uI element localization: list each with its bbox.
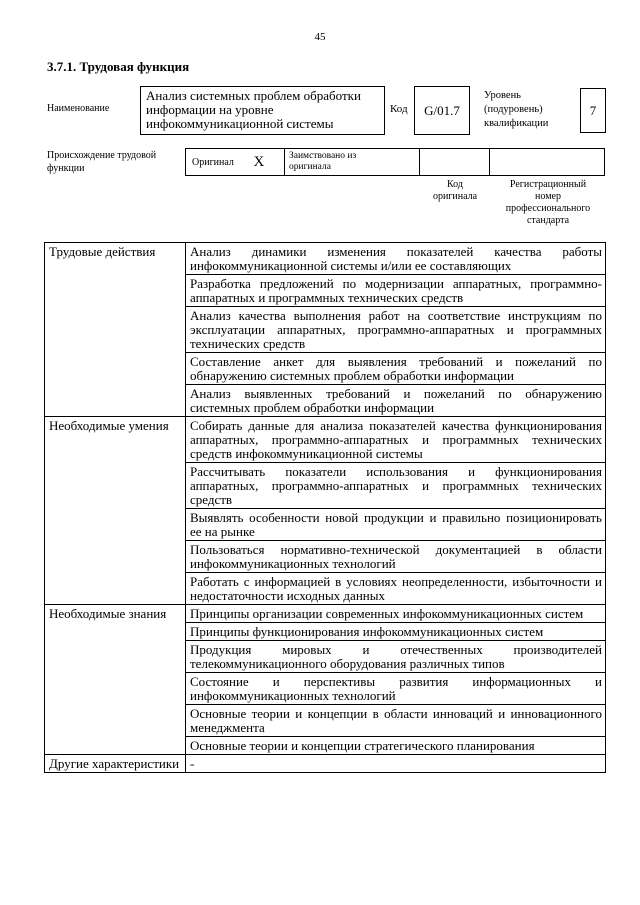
section-item: - (186, 755, 606, 773)
section-item: Рассчитывать показатели использования и функционирования аппаратных, программно-аппаратных и программных технических средств (186, 463, 606, 509)
level-box (580, 88, 606, 133)
origin-label: Происхождение трудовой функции (47, 150, 157, 174)
section-item: Работать с информацией в условиях неопределенности, избыточности и недостаточности исходных данных (186, 573, 606, 605)
table-row (45, 755, 606, 773)
section-item: Пользоваться нормативно-технической документацией в области инфокоммуникационных технологий (186, 541, 606, 573)
original-mark: X (253, 153, 265, 170)
section-item: Составление анкет для выявления требований и пожеланий по обнаружению системных проблем обработки информации (186, 353, 606, 385)
page-number: 45 (314, 31, 326, 43)
table-row (45, 605, 606, 623)
labor-function-table (44, 242, 606, 773)
code-value: G/01.7 (424, 102, 460, 118)
section-item: Собирать данные для анализа показателей качества функционирования аппаратных, программно-аппаратных и программных технических средств инфокоммуникационной системы (186, 417, 606, 463)
level-value: 7 (589, 102, 597, 118)
reg-number-caption: Регистрационный номер профессионального стандарта (505, 179, 591, 226)
level-label: Уровень (подуровень) квалификации (484, 90, 549, 129)
name-label: Наименование (47, 103, 110, 114)
labor-function-table-body (45, 243, 606, 773)
section-item: Принципы функционирования инфокоммуникационных систем (186, 623, 606, 641)
section-item: Продукция мировых и отечественных производителей телекоммуникационного оборудования различных типов (186, 641, 606, 673)
section-item: Основные теории и концепции стратегического планирования (186, 737, 606, 755)
borrowed-label: Заимствовано из оригинала (289, 151, 357, 172)
section-item: Анализ качества выполнения работ на соответствие инструкциям по эксплуатации аппаратных, программно-аппаратных и программных технических средств (186, 307, 606, 353)
table-row (45, 417, 606, 463)
function-name-box (140, 86, 385, 135)
original-code-cell (420, 149, 490, 175)
section-item: Анализ выявленных требований и пожеланий по обнаружению системных проблем обработки информации (186, 385, 606, 417)
section-title-labor-actions: Трудовые действия (45, 243, 186, 417)
borrowed-cell (285, 149, 420, 175)
code-label: Код (390, 103, 408, 115)
section-item: Анализ динамики изменения показателей качества работы инфокоммуникационной системы и/или ее составляющих (186, 243, 606, 275)
section-title-other-characteristics: Другие характеристики (45, 755, 186, 773)
table-row (45, 243, 606, 275)
origin-table (185, 148, 605, 176)
reg-number-cell (490, 149, 604, 175)
section-item: Состояние и перспективы развития информационных и инфокоммуникационных технологий (186, 673, 606, 705)
section-title-required-skills: Необходимые умения (45, 417, 186, 605)
section-title-required-knowledge: Необходимые знания (45, 605, 186, 755)
section-heading: 3.7.1. Трудовая функция (47, 59, 190, 74)
section-item: Разработка предложений по модернизации аппаратных, программно-аппаратных и программных технических средств (186, 275, 606, 307)
code-box (414, 86, 470, 135)
section-item: Принципы организации современных инфокоммуникационных систем (186, 605, 606, 623)
section-item: Основные теории и концепции в области инноваций и инновационного менеджмента (186, 705, 606, 737)
original-code-caption: Код оригинала (432, 179, 478, 202)
original-cell (186, 149, 285, 175)
function-name: Анализ системных проблем обработки информации на уровне инфокоммуникационной системы (146, 88, 361, 131)
original-label: Оригинал (192, 156, 234, 168)
section-item: Выявлять особенности новой продукции и правильно позиционировать ее на рынке (186, 509, 606, 541)
